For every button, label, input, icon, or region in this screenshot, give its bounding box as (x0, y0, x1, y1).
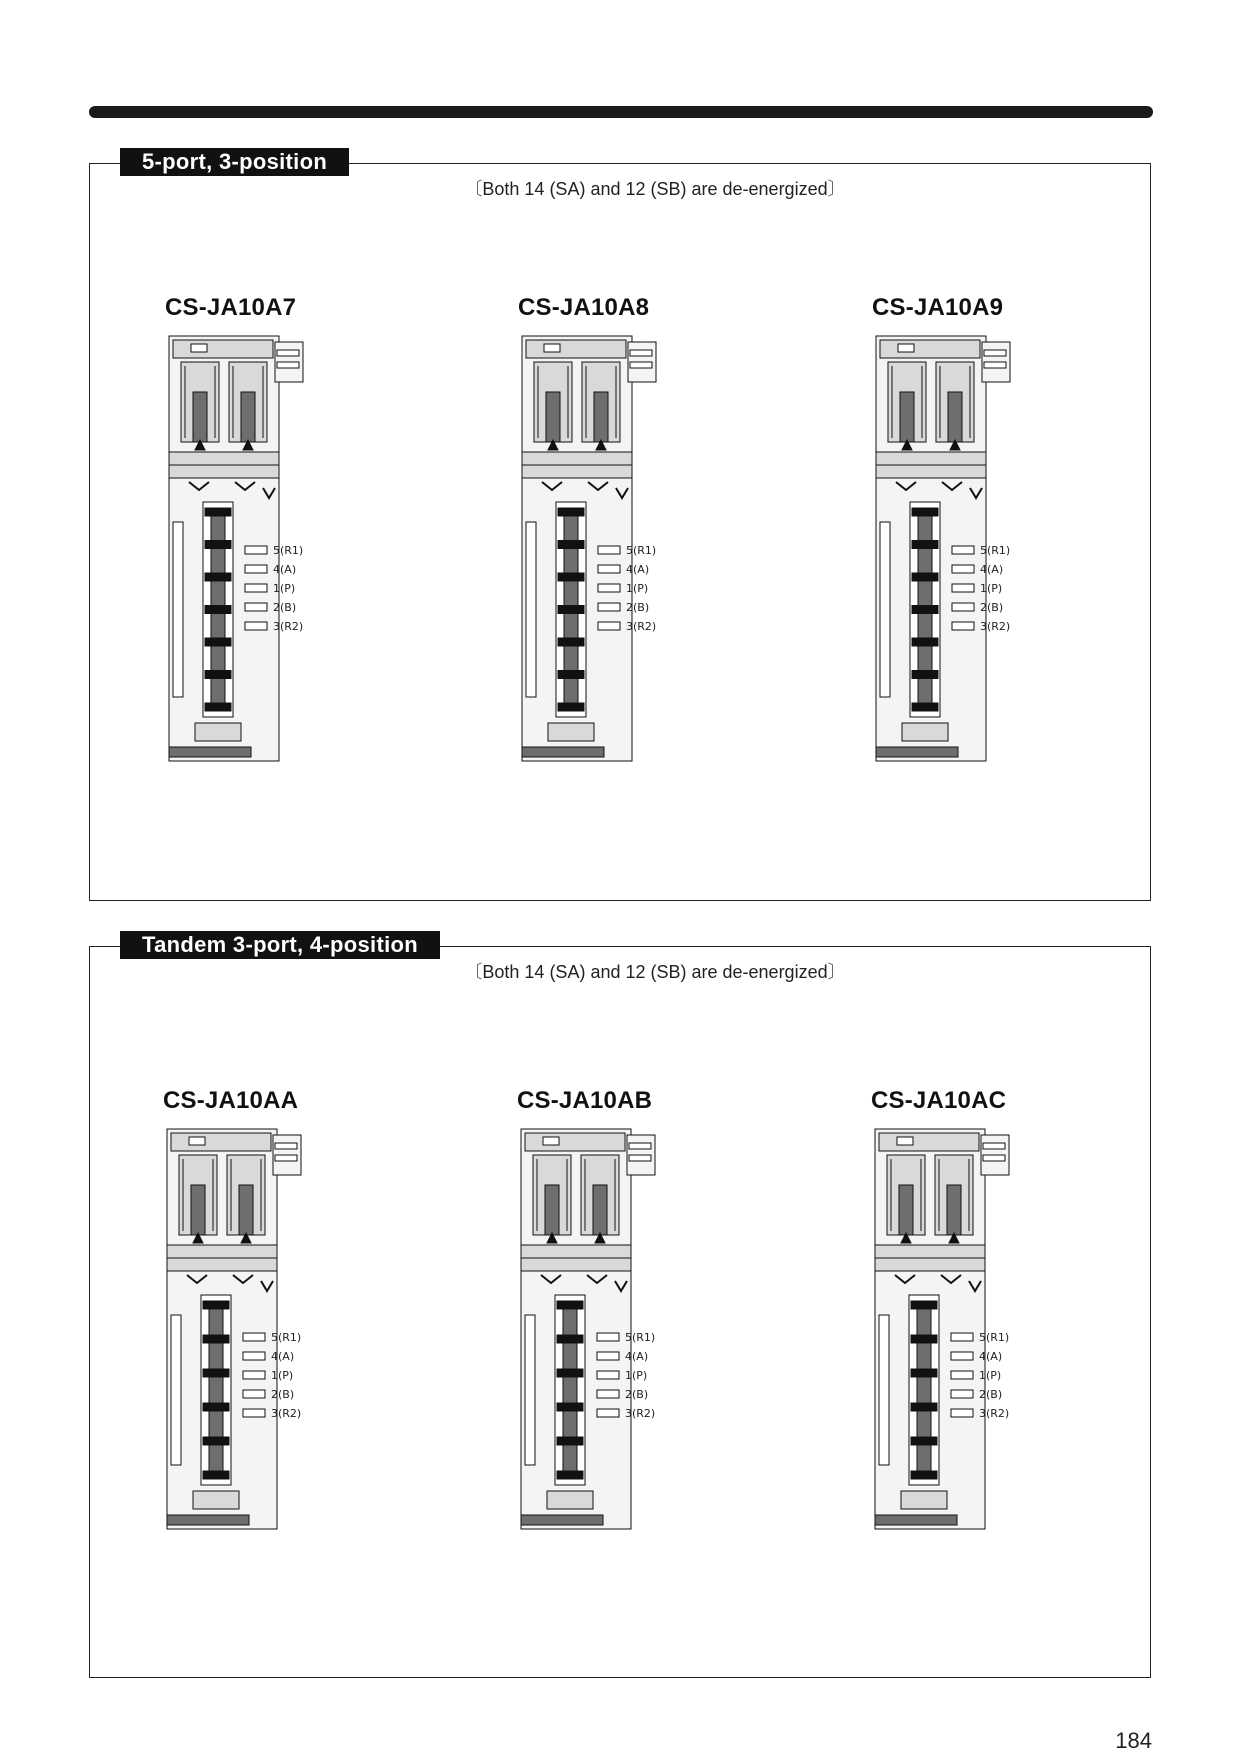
port-label: 2(B) (273, 601, 297, 614)
port-passage (245, 565, 267, 573)
model-title: CS-JA10A8 (518, 294, 650, 321)
port-label: 5(R1) (980, 544, 1011, 557)
port-label: 3(R2) (271, 1407, 302, 1420)
spool-land (205, 638, 231, 646)
spool-land (203, 1471, 229, 1479)
spool-land (558, 541, 584, 549)
spool-land (912, 573, 938, 581)
top-cap (525, 1133, 625, 1151)
port-label: 3(R2) (980, 620, 1011, 633)
solenoid-plunger (193, 392, 207, 442)
connector-pin (277, 362, 299, 368)
port-label: 4(A) (626, 563, 650, 576)
end-cap (902, 723, 948, 741)
section-5port-3position (89, 149, 1151, 901)
section-note: 〔Both 14 (SA) and 12 (SB) are de-energized〕 (464, 962, 846, 982)
port-passage (245, 584, 267, 592)
side-channel (525, 1315, 535, 1465)
solenoid-plunger (546, 392, 560, 442)
spool-land (205, 573, 231, 581)
port-passage (952, 546, 974, 554)
spool-land (205, 671, 231, 679)
end-cap (548, 723, 594, 741)
valve-cross-section-diagram (165, 332, 465, 772)
port-passage (598, 622, 620, 630)
port-label: 4(A) (271, 1350, 295, 1363)
section-note: 〔Both 14 (SA) and 12 (SB) are de-energized〕 (464, 179, 846, 199)
indicator-window (898, 344, 914, 352)
port-label: 2(B) (979, 1388, 1003, 1401)
connector-pin (275, 1155, 297, 1161)
port-passage (243, 1333, 265, 1341)
top-cap (171, 1133, 271, 1151)
spool (209, 1301, 223, 1479)
spool-land (912, 508, 938, 516)
port-passage (598, 584, 620, 592)
spool-land (205, 541, 231, 549)
base-plate (875, 1515, 957, 1525)
spool-land (557, 1335, 583, 1343)
spool-land (912, 541, 938, 549)
port-passage (952, 565, 974, 573)
end-cap (547, 1491, 593, 1509)
end-cap (195, 723, 241, 741)
spool-land (911, 1301, 937, 1309)
indicator-window (191, 344, 207, 352)
port-passage (952, 622, 974, 630)
valve-cross-section-diagram (871, 1125, 1171, 1565)
valve-cross-section-diagram (517, 1125, 817, 1565)
indicator-window (543, 1137, 559, 1145)
valve-cross-section-diagram (518, 332, 818, 772)
port-label: 5(R1) (273, 544, 304, 557)
port-label: 4(A) (980, 563, 1004, 576)
port-label: 1(P) (273, 582, 296, 595)
connector-pin (630, 362, 652, 368)
connector-pin (984, 362, 1006, 368)
connector-pin (983, 1155, 1005, 1161)
port-passage (597, 1371, 619, 1379)
section-title: 5-port, 3-position (120, 148, 349, 176)
spool-land (557, 1471, 583, 1479)
port-passage (951, 1333, 973, 1341)
top-rule (89, 106, 1153, 118)
port-label: 2(B) (980, 601, 1004, 614)
side-channel (880, 522, 890, 697)
connector-pin (630, 350, 652, 356)
spool-land (203, 1403, 229, 1411)
section-tandem-3port-4position (89, 932, 1151, 1678)
spool-land (558, 508, 584, 516)
port-label: 3(R2) (626, 620, 657, 633)
model-cs-ja10aa (163, 1087, 473, 1557)
base-plate (167, 1515, 249, 1525)
spool-land (912, 638, 938, 646)
model-cs-ja10a7 (165, 294, 475, 764)
top-cap (880, 340, 980, 358)
port-passage (243, 1409, 265, 1417)
end-cap (193, 1491, 239, 1509)
port-label: 3(R2) (273, 620, 304, 633)
solenoid-plunger (545, 1185, 559, 1235)
port-passage (597, 1409, 619, 1417)
base-plate (522, 747, 604, 757)
solenoid-plunger (594, 392, 608, 442)
model-title: CS-JA10AA (163, 1087, 299, 1114)
solenoid-plunger (900, 392, 914, 442)
port-passage (951, 1409, 973, 1417)
model-cs-ja10a9 (872, 294, 1182, 764)
port-passage (597, 1333, 619, 1341)
valve-group (875, 1129, 1009, 1529)
port-passage (243, 1352, 265, 1360)
spool-land (911, 1335, 937, 1343)
port-passage (243, 1371, 265, 1379)
port-label: 2(B) (626, 601, 650, 614)
port-passage (245, 603, 267, 611)
port-label: 5(R1) (626, 544, 657, 557)
side-channel (526, 522, 536, 697)
solenoid-plunger (947, 1185, 961, 1235)
spool-land (557, 1369, 583, 1377)
spool-land (203, 1335, 229, 1343)
port-passage (952, 603, 974, 611)
model-cs-ja10ac (871, 1087, 1181, 1557)
connector-pin (275, 1143, 297, 1149)
port-label: 1(P) (980, 582, 1003, 595)
solenoid-plunger (948, 392, 962, 442)
connector-pin (277, 350, 299, 356)
port-label: 1(P) (626, 582, 649, 595)
top-cap (526, 340, 626, 358)
model-title: CS-JA10A7 (165, 294, 297, 321)
port-label: 5(R1) (271, 1331, 302, 1344)
base-plate (876, 747, 958, 757)
connector-pin (629, 1143, 651, 1149)
model-title: CS-JA10AB (517, 1087, 653, 1114)
port-passage (597, 1390, 619, 1398)
spool-land (558, 703, 584, 711)
model-cs-ja10ab (517, 1087, 827, 1557)
spool-land (912, 703, 938, 711)
solenoid-plunger (899, 1185, 913, 1235)
port-label: 3(R2) (979, 1407, 1010, 1420)
spool (563, 1301, 577, 1479)
spool-land (557, 1301, 583, 1309)
spool-land (205, 606, 231, 614)
base-plate (169, 747, 251, 757)
port-label: 1(P) (979, 1369, 1002, 1382)
port-passage (598, 565, 620, 573)
spool-land (558, 638, 584, 646)
side-channel (171, 1315, 181, 1465)
port-label: 3(R2) (625, 1407, 656, 1420)
port-passage (598, 546, 620, 554)
spool-land (203, 1301, 229, 1309)
indicator-window (544, 344, 560, 352)
port-label: 4(A) (625, 1350, 649, 1363)
solenoid-plunger (191, 1185, 205, 1235)
spool (917, 1301, 931, 1479)
port-passage (245, 546, 267, 554)
solenoid-plunger (239, 1185, 253, 1235)
spool-land (912, 606, 938, 614)
port-label: 2(B) (271, 1388, 295, 1401)
port-passage (952, 584, 974, 592)
connector-pin (983, 1143, 1005, 1149)
top-cap (879, 1133, 979, 1151)
solenoid-plunger (593, 1185, 607, 1235)
model-cs-ja10a8 (518, 294, 828, 764)
spool-land (558, 606, 584, 614)
port-label: 5(R1) (625, 1331, 656, 1344)
spool-land (911, 1437, 937, 1445)
valve-cross-section-diagram (163, 1125, 463, 1565)
port-label: 4(A) (979, 1350, 1003, 1363)
spool-land (558, 573, 584, 581)
spool-land (205, 703, 231, 711)
side-channel (173, 522, 183, 697)
port-passage (245, 622, 267, 630)
port-passage (951, 1352, 973, 1360)
connector-pin (629, 1155, 651, 1161)
spool-land (911, 1369, 937, 1377)
spool-land (911, 1471, 937, 1479)
port-label: 1(P) (271, 1369, 294, 1382)
connector-pin (984, 350, 1006, 356)
solenoid-plunger (241, 392, 255, 442)
port-label: 1(P) (625, 1369, 648, 1382)
valve-cross-section-diagram (872, 332, 1172, 772)
spool-land (205, 508, 231, 516)
valve-group (167, 1129, 301, 1529)
end-cap (901, 1491, 947, 1509)
port-passage (951, 1371, 973, 1379)
valve-group (521, 1129, 655, 1529)
port-passage (597, 1352, 619, 1360)
port-label: 5(R1) (979, 1331, 1010, 1344)
model-title: CS-JA10A9 (872, 294, 1004, 321)
page-number: 184 (1115, 1728, 1152, 1753)
port-passage (951, 1390, 973, 1398)
indicator-window (189, 1137, 205, 1145)
side-channel (879, 1315, 889, 1465)
base-plate (521, 1515, 603, 1525)
spool-land (557, 1403, 583, 1411)
top-cap (173, 340, 273, 358)
spool-land (203, 1437, 229, 1445)
indicator-window (897, 1137, 913, 1145)
port-label: 4(A) (273, 563, 297, 576)
section-title: Tandem 3-port, 4-position (120, 931, 440, 959)
spool-land (558, 671, 584, 679)
spool-land (911, 1403, 937, 1411)
port-passage (598, 603, 620, 611)
spool-land (203, 1369, 229, 1377)
spool-land (912, 671, 938, 679)
port-passage (243, 1390, 265, 1398)
model-title: CS-JA10AC (871, 1087, 1007, 1114)
port-label: 2(B) (625, 1388, 649, 1401)
spool-land (557, 1437, 583, 1445)
